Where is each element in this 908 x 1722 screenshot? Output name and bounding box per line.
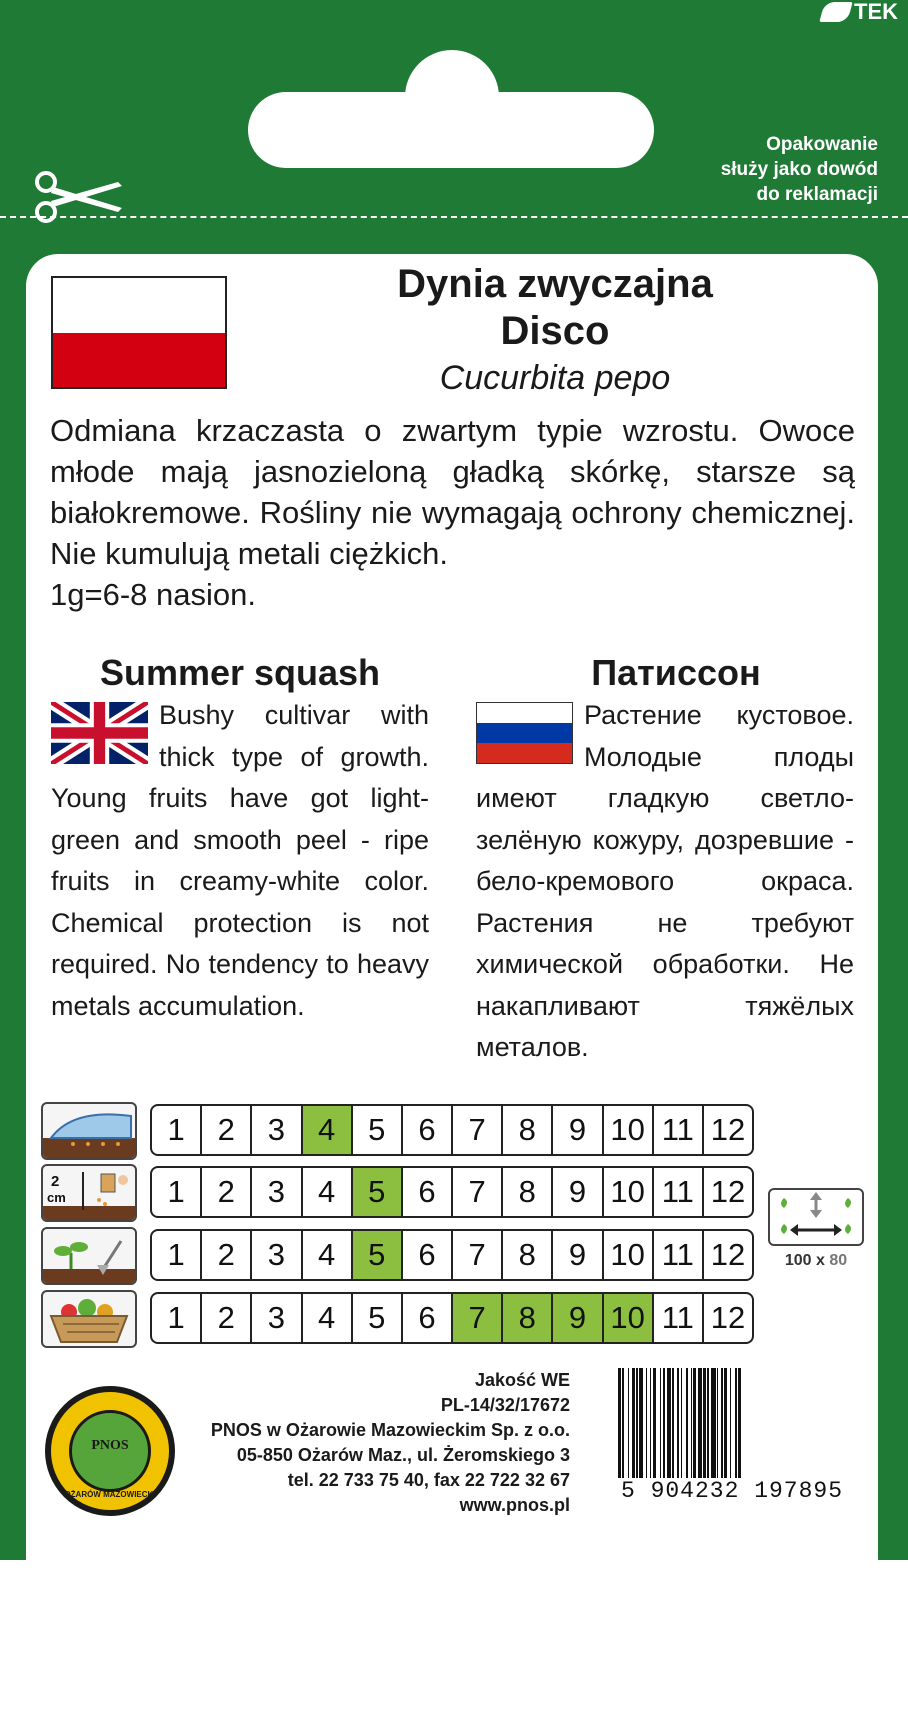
month-cell: 7 bbox=[453, 1168, 503, 1216]
company-address: 05-850 Ożarów Maz., ul. Żeromskiego 3 bbox=[236, 1445, 570, 1465]
month-cell: 10 bbox=[604, 1106, 654, 1154]
month-cell: 3 bbox=[252, 1168, 302, 1216]
barcode-bars bbox=[618, 1368, 846, 1478]
month-cell: 3 bbox=[252, 1231, 302, 1279]
month-cell: 12 bbox=[710, 1174, 746, 1209]
month-cell: 6 bbox=[403, 1168, 453, 1216]
barcode-bar bbox=[741, 1368, 742, 1478]
month-cell-active: 8 bbox=[503, 1294, 553, 1342]
month-cell-active: 4 bbox=[303, 1106, 353, 1154]
month-cell: 8 bbox=[503, 1106, 553, 1154]
hang-hole bbox=[248, 92, 654, 168]
month-cell: 5 bbox=[353, 1106, 403, 1154]
calendar-row-harvest bbox=[150, 1292, 754, 1344]
barcode-number: 5 904232 197895 bbox=[620, 1478, 844, 1504]
quality-label: Jakość WE bbox=[474, 1370, 570, 1390]
polish-description: Odmiana krzaczasta o zwartym typie wzrostu. Owoce młode mają jasnozieloną gładką skórkę, starsze są białokremowe. Rośliny nie wymagają ochrony chemicznej. Nie kumulują metali ciężkich. 1g=6-8 nasion. bbox=[50, 413, 855, 612]
pnos-logo: PNOS OŻARÓW MAZOWIECKI bbox=[45, 1386, 175, 1516]
month-cell-active: 5 bbox=[353, 1168, 403, 1216]
english-description: Bushy cultivar with thick type of growth. Young fruits have got light-green and smooth peel - ripe fruits in creamy-white color. Chemical protection is not required. No tendency to heavy metals accumulation. bbox=[51, 700, 429, 1021]
brand-mark bbox=[822, 0, 898, 24]
month-cell: 10 bbox=[604, 1231, 654, 1279]
month-cell: 11 bbox=[654, 1231, 704, 1279]
month-cell: 11 bbox=[654, 1294, 704, 1342]
month-cell: 5 bbox=[353, 1294, 403, 1342]
month-cell: 4 bbox=[303, 1294, 353, 1342]
month-cell: 11 bbox=[654, 1106, 704, 1154]
month-cell: 1 bbox=[152, 1231, 202, 1279]
brand-name: TEK bbox=[854, 0, 898, 24]
depth-value: 2 bbox=[51, 1173, 60, 1190]
sowing-under-cover-icon bbox=[41, 1102, 137, 1160]
month-cell: 4 bbox=[303, 1168, 353, 1216]
calendar-row-sowing-under-cover bbox=[150, 1104, 754, 1156]
sowing-depth-icon bbox=[41, 1164, 137, 1222]
month-cell: 1 bbox=[152, 1106, 202, 1154]
month-cell: 7 bbox=[453, 1231, 503, 1279]
calendar-row-planting-out bbox=[150, 1229, 754, 1281]
month-cell: 12 bbox=[710, 1237, 746, 1272]
barcode bbox=[612, 1368, 852, 1504]
month-cell: 2 bbox=[202, 1231, 252, 1279]
harvest-icon bbox=[41, 1290, 137, 1348]
english-title: Summer squash bbox=[99, 652, 381, 693]
month-cell: 12 bbox=[710, 1112, 746, 1147]
polish-flag bbox=[51, 276, 227, 389]
month-cell: 1 bbox=[152, 1294, 202, 1342]
month-cell: 6 bbox=[403, 1294, 453, 1342]
registration-number: PL-14/32/17672 bbox=[440, 1395, 570, 1415]
leaf-icon bbox=[819, 2, 852, 22]
month-cell: 9 bbox=[553, 1231, 603, 1279]
month-cell-active: 10 bbox=[604, 1294, 654, 1342]
month-cell: 2 bbox=[202, 1106, 252, 1154]
company-phone: tel. 22 733 75 40, fax 22 722 32 67 bbox=[287, 1470, 570, 1490]
month-cell-active: 7 bbox=[453, 1294, 503, 1342]
russian-title: Патиссон bbox=[591, 652, 761, 693]
title-variety: Disco bbox=[500, 309, 610, 353]
complaint-note: Opakowanie służy jako dowód do reklamacji bbox=[720, 134, 878, 205]
planting-out-icon bbox=[41, 1227, 137, 1285]
depth-unit: cm bbox=[47, 1190, 66, 1205]
cut-line bbox=[0, 216, 908, 218]
month-cell: 2 bbox=[202, 1168, 252, 1216]
plant-spacing-label: 100 x 80 bbox=[784, 1252, 848, 1269]
title-species: Dynia zwyczajna bbox=[397, 262, 713, 306]
title-latin: Cucurbita pepo bbox=[439, 359, 671, 397]
month-cell: 7 bbox=[453, 1106, 503, 1154]
month-cell: 8 bbox=[503, 1231, 553, 1279]
month-cell: 4 bbox=[303, 1231, 353, 1279]
company-website: www.pnos.pl bbox=[459, 1495, 570, 1515]
russian-description: Растение кустовое. Молодые плоды имеют гладкую светло-зелёную кожуру, дозревшие - бело-кремового окраса. Растения не требуют химической обработки. Не накапливают тяжёлых металов. bbox=[476, 700, 854, 1062]
month-cell: 9 bbox=[553, 1106, 603, 1154]
calendar-row-sowing-depth bbox=[150, 1166, 754, 1218]
month-cell: 12 bbox=[710, 1300, 746, 1335]
month-cell: 6 bbox=[403, 1106, 453, 1154]
month-cell: 11 bbox=[654, 1168, 704, 1216]
company-info bbox=[170, 1368, 570, 1518]
month-cell: 10 bbox=[604, 1168, 654, 1216]
plant-spacing-icon bbox=[768, 1188, 864, 1246]
month-cell-active: 5 bbox=[353, 1231, 403, 1279]
month-cell: 1 bbox=[152, 1168, 202, 1216]
product-title bbox=[330, 260, 780, 402]
month-cell: 3 bbox=[252, 1106, 302, 1154]
month-cell-active: 9 bbox=[553, 1294, 603, 1342]
month-cell: 9 bbox=[553, 1168, 603, 1216]
month-cell: 6 bbox=[403, 1231, 453, 1279]
month-cell: 2 bbox=[202, 1294, 252, 1342]
month-cell: 8 bbox=[503, 1168, 553, 1216]
company-name: PNOS w Ożarowie Mazowieckim Sp. z o.o. bbox=[210, 1420, 570, 1440]
month-cell: 3 bbox=[252, 1294, 302, 1342]
